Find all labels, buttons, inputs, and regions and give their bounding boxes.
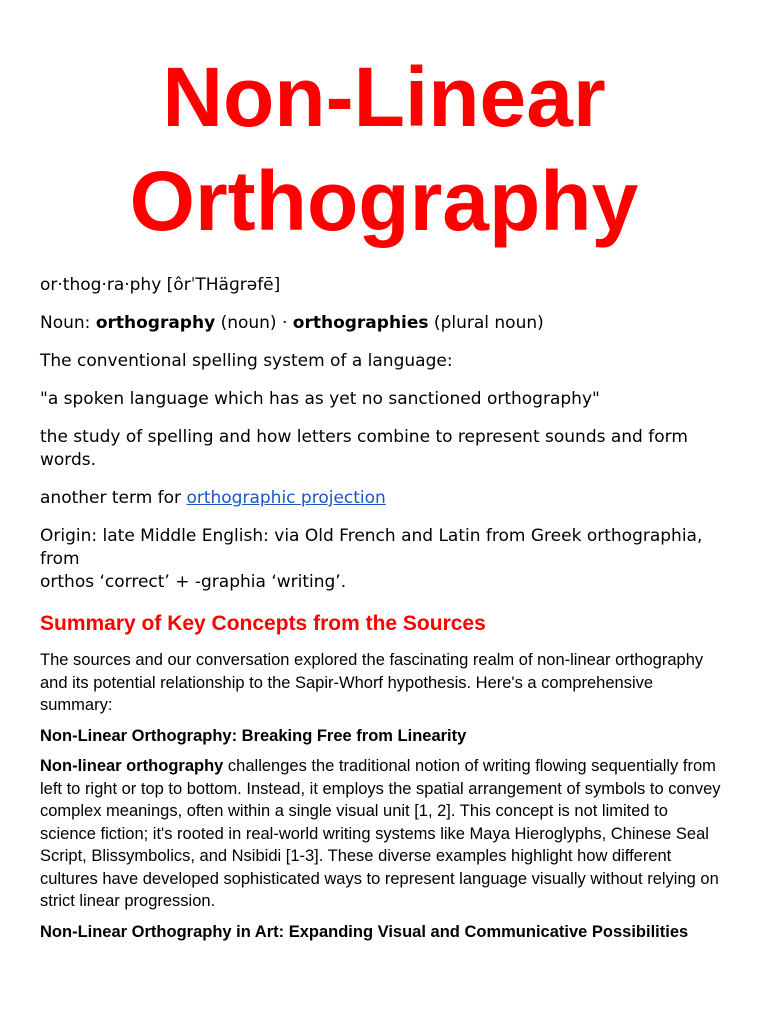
document-title xyxy=(40,0,728,253)
paragraph-bold-lead: Non-linear orthography xyxy=(40,757,224,775)
noun-forms xyxy=(40,312,728,335)
definition-meaning-2: the study of spelling and how letters combine to represent sounds and form words. xyxy=(40,427,688,470)
noun-term-plural: orthographies xyxy=(292,313,429,333)
orthographic-projection-link[interactable]: orthographic projection xyxy=(186,488,386,508)
definition-meaning: The conventional spelling system of a language: xyxy=(40,351,453,371)
another-term-prefix: another term for xyxy=(40,488,187,508)
origin xyxy=(40,525,728,594)
definition-example: "a spoken language which has as yet no sanctioned orthography" xyxy=(40,389,600,409)
another-term xyxy=(40,487,728,510)
title-line-2: Orthography xyxy=(129,154,639,248)
paragraph-body: challenges the traditional notion of writing flowing sequentially from left to right or top to bottom. Instead, it employs the spatial arrangement of symbols to convey complex meanings, often within a single visual unit [1, 2]. This concept is not limited to science fiction; it's rooted in real-world writing systems like Maya Hieroglyphs, Chinese Seal Script, Blissymbolics, and Nsibidi [1-3]. These diverse examples highlight how different cultures have developed sophisticated ways to represent language visually without relying on strict linear progression. xyxy=(40,757,721,910)
noun-term-singular: orthography xyxy=(95,313,216,333)
noun-prefix: Noun: xyxy=(40,313,96,333)
origin-line-2: orthos ‘correct’ + -graphia ‘writing’. xyxy=(40,572,347,592)
subheading-art: Non-Linear Orthography in Art: Expanding Visual and Communicative Possibilities xyxy=(40,922,689,941)
noun-suffix: (plural noun) xyxy=(428,313,544,333)
subheading-breaking-free: Non-Linear Orthography: Breaking Free from Linearity xyxy=(40,726,467,745)
pronunciation: or·thog·ra·phy [ôrˈTHäɡrəfē] xyxy=(40,275,281,295)
origin-line-1: Origin: late Middle English: via Old French and Latin from Greek orthographia, from xyxy=(40,526,703,569)
summary-intro: The sources and our conversation explored the fascinating realm of non-linear orthography and its potential relationship to the Sapir-Whorf hypothesis. Here's a comprehensive summary: xyxy=(40,651,704,714)
title-line-1: Non-Linear xyxy=(162,50,606,144)
noun-mid: (noun) · xyxy=(215,313,293,333)
paragraph-non-linear xyxy=(40,755,728,913)
summary-heading: Summary of Key Concepts from the Sources xyxy=(40,612,486,635)
